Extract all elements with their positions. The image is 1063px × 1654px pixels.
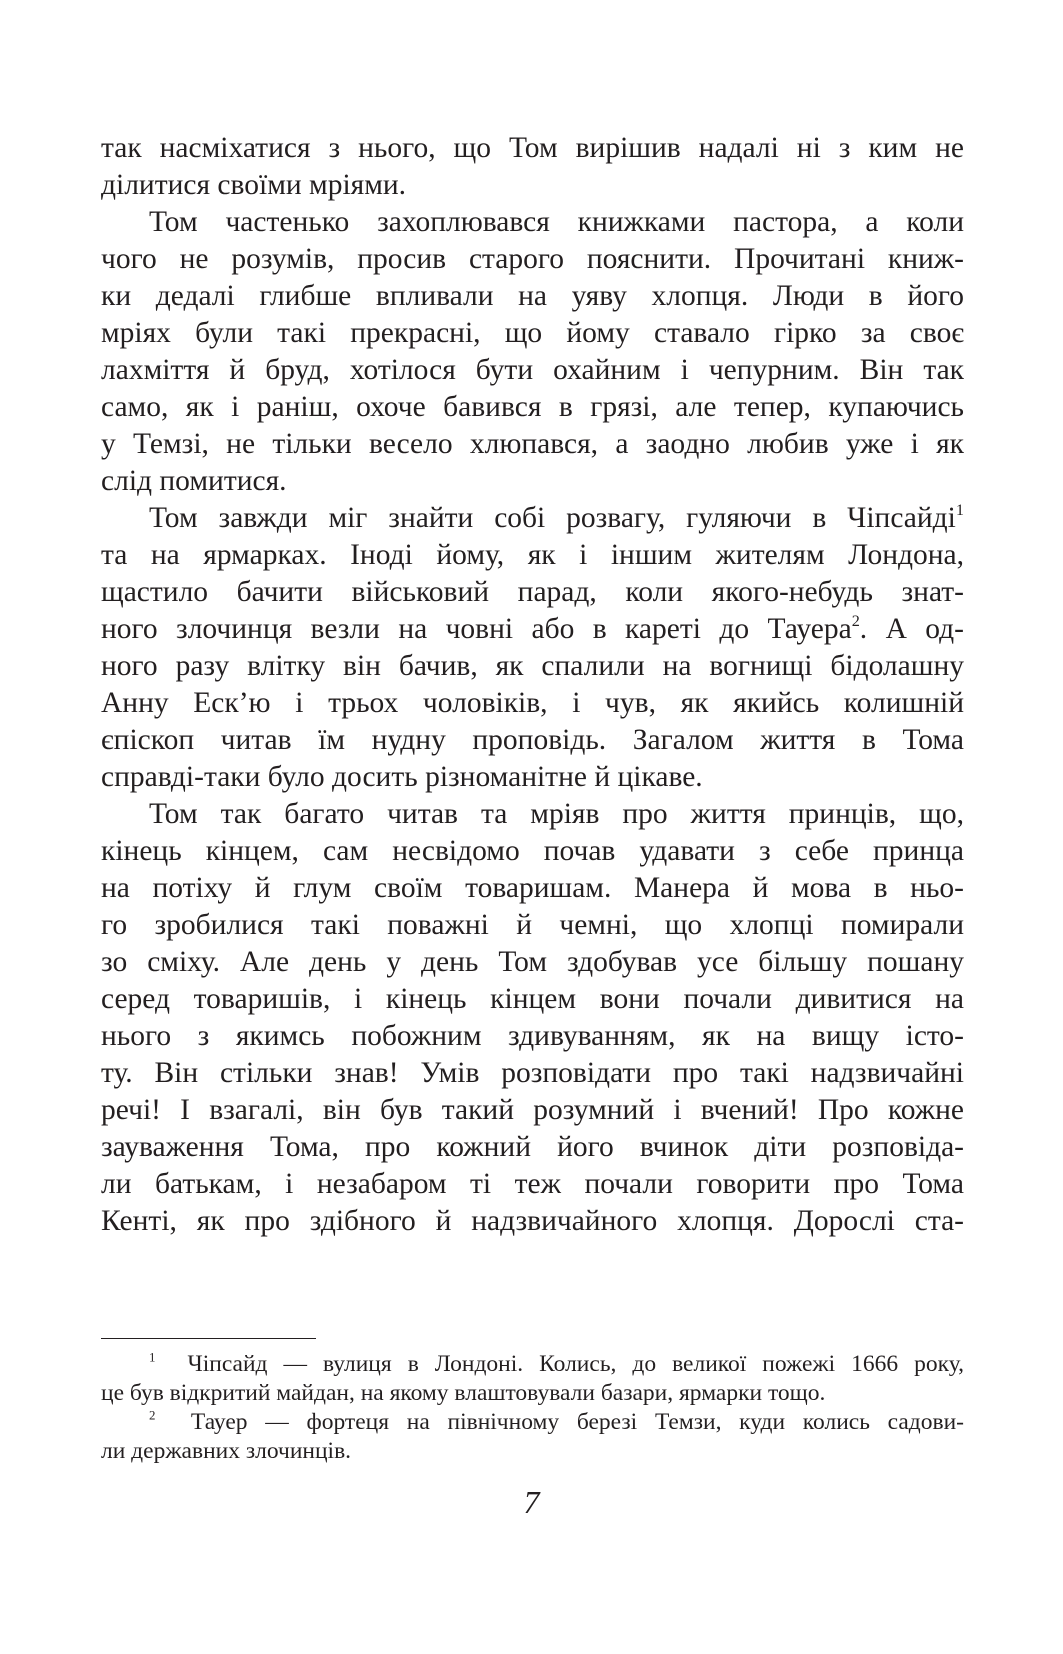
text-segment: Том завжди міг знайти собі розвагу, гуляючи в Чіпсайді [149,502,956,534]
text-line: справді-таки було досить різноманітне й цікаве. [101,761,703,793]
text-line: Том так багато читав та мріяв про життя принців, що, [149,798,964,830]
footnote-mark: 1 [149,1349,156,1365]
text-line: у Темзі, не тільки весело хлюпався, а заодно любив уже і як [101,428,964,460]
footnote-1 [101,1350,964,1379]
text-line: лахміття й бруд, хотілося бути охайним і чепурним. Він так [101,354,964,386]
text-line: ки дедалі глибше впливали на уяву хлопця. Люди в його [101,280,964,312]
main-text [101,130,964,1240]
page-number: 7 [523,1484,540,1520]
text-line: Анну Еск’ю і трьох чоловіків, і чув, як якийсь колишній [101,687,964,719]
text-line: само, як і раніш, охоче бавився в грязі, але тепер, купаючись [101,391,964,423]
footnote-mark: 2 [149,1407,156,1423]
text-line: єпіскоп читав їм нудну проповідь. Загалом життя в Тома [101,724,964,756]
text-line: Кенті, як про здібного й надзвичайного хлопця. Дорослі ста- [101,1205,964,1237]
text-line: чого не розумів, просив старого пояснити. Прочитані книж- [101,243,964,275]
footnote-divider [101,1338,316,1339]
text-line: так насміхатися з нього, що Том вирішив надалі ні з ким не [101,132,964,164]
text-line: на потіху й глум своїм товаришам. Манера й мова в ньо- [101,872,964,904]
text-line: серед товаришів, і кінець кінцем вони почали дивитися на [101,983,964,1015]
text-line: ту. Він стільки знав! Умів розповідати про такі надзвичайні [101,1057,964,1089]
text-line [101,500,964,537]
text-line: щастило бачити військовий парад, коли якого-небудь знат- [101,576,964,608]
text-line: мріях були такі прекрасні, що йому ставало гірко за своє [101,317,964,349]
text-line: го зробилися такі поважні й чемні, що хлопці помирали [101,909,964,941]
text-line: та на ярмарках. Іноді йому, як і іншим жителям Лондона, [101,539,964,571]
footnote-text: Чіпсайд — вулиця в Лондоні. Колись, до великої пожежі 1666 року, [187,1351,964,1377]
text-line: слід помитися. [101,465,287,497]
text-segment: ного злочинця везли на човні або в кареті до Тауера [101,613,852,645]
footnotes [101,1350,964,1466]
text-line: зауваження Тома, про кожний його вчинок діти розповіда- [101,1131,964,1163]
text-line: ли батькам, і незабаром ті теж почали говорити про Тома [101,1168,964,1200]
text-line [101,611,964,648]
text-segment: . А од- [859,613,964,645]
text-line: ного разу влітку він бачив, як спалили на вогнищі бідолашну [101,650,964,682]
text-line: зо сміху. Але день у день Том здобував усе більшу пошану [101,946,964,978]
text-line: ділитися своїми мріями. [101,169,407,201]
text-line: кінець кінцем, сам несвідомо почав удавати з себе принца [101,835,964,867]
footnote-1-line-2: це був відкритий майдан, на якому влаштовували базари, ярмарки тощо. [101,1380,826,1406]
footnote-text: Тауер — фортеця на північному березі Темзи, куди колись садови- [190,1409,964,1435]
text-line: Том частенько захоплювався книжками пастора, а коли [149,206,964,238]
footnote-2 [101,1408,964,1437]
footnote-2-line-2: ли державних злочинців. [101,1438,352,1464]
footnote-ref-2[interactable]: 2 [851,611,860,630]
text-line: нього з якимсь побожним здивуванням, як на вищу істо- [101,1020,964,1052]
footnote-ref-1[interactable]: 1 [955,500,964,519]
text-line: речі! І взагалі, він був такий розумний і вчений! Про кожне [101,1094,964,1126]
